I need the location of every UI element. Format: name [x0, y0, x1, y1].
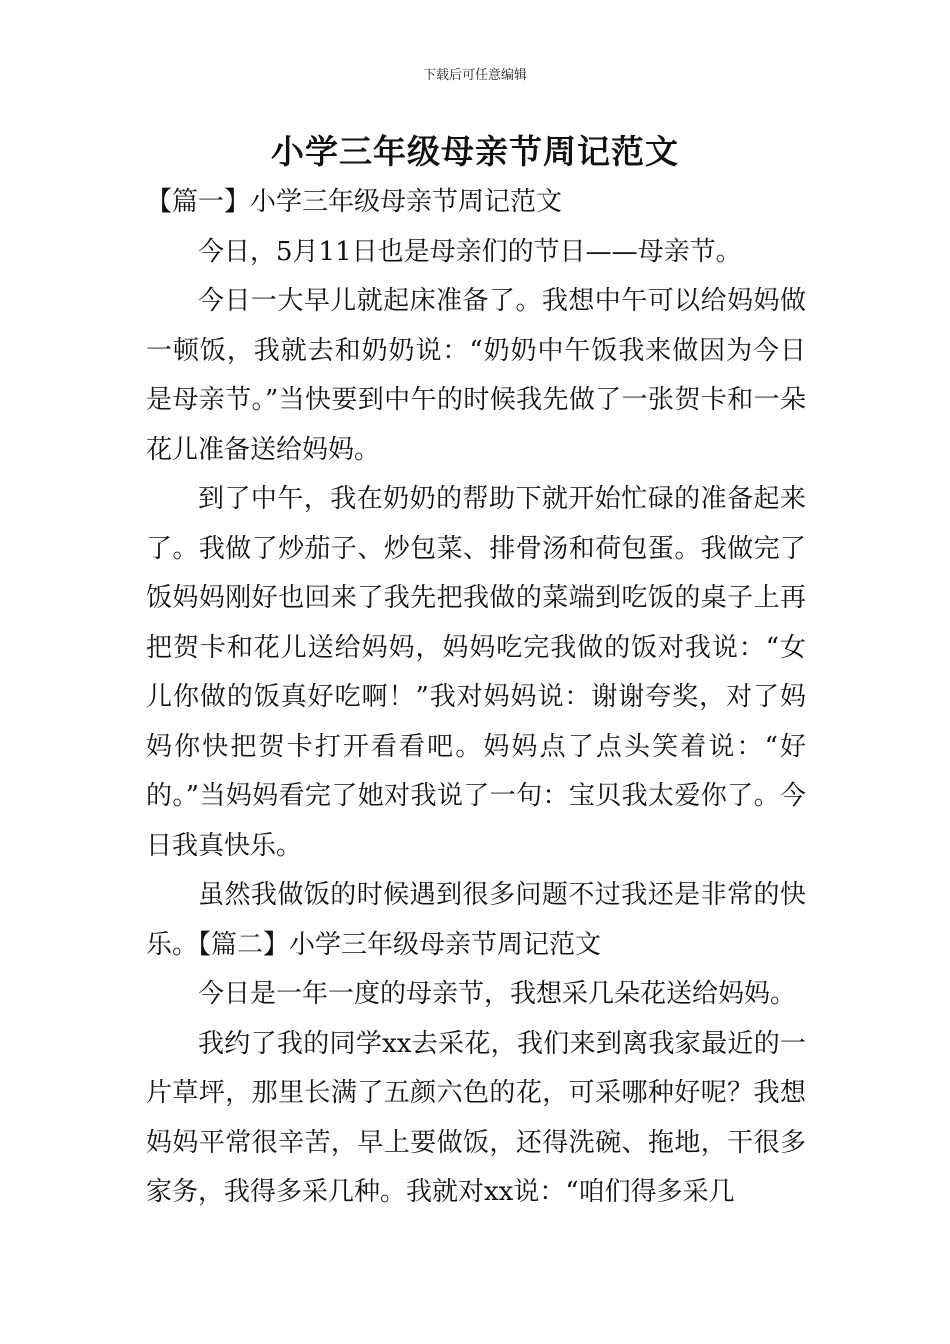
document-body — [146, 178, 806, 1218]
paragraph: 我约了我的同学xx去采花，我们来到离我家最近的一片草坪，那里长满了五颜六色的花，可采哪种好呢？我想妈妈平常很辛苦，早上要做饭，还得洗碗、拖地，干很多家务，我得多采几种。我就对xx说：“咱们得多采几 — [146, 1028, 806, 1207]
document-title: 小学三年级母亲节周记范文 — [271, 132, 679, 171]
paragraph: 今日一大早儿就起床准备了。我想中午可以给妈妈做一顿饭，我就去和奶奶说：“奶奶中午饭我来做因为今日是母亲节。”当快要到中午的时候我先做了一张贺卡和一朵花儿准备送给妈妈。 — [146, 286, 806, 465]
section-heading: 【篇一】小学三年级母亲节周记范文 — [146, 187, 563, 217]
header-note: 下载后可任意编辑 — [422, 68, 527, 83]
paragraph: 今日，5月11日也是母亲们的节日——母亲节。 — [198, 236, 742, 267]
paragraph: 虽然我做饭的时候遇到很多问题不过我还是非常的快乐。【篇二】小学三年级母亲节周记范文 — [146, 880, 806, 960]
paragraph: 到了中午，我在奶奶的帮助下就开始忙碌的准备起来了。我做了炒茄子、炒包菜、排骨汤和荷包蛋。我做完了饭妈妈刚好也回来了我先把我做的菜端到吃饭的桌子上再把贺卡和花儿送给妈妈，妈妈吃完我做的饭对我说：“女儿你做的饭真好吃啊！”我对妈妈说：谢谢夸奖，对了妈妈你快把贺卡打开看看吧。妈妈点了点头笑着说：“好的。”当妈妈看完了她对我说了一句：宝贝我太爱你了。今日我真快乐。 — [146, 484, 806, 861]
paragraph: 今日是一年一度的母亲节，我想采几朵花送给妈妈。 — [198, 979, 797, 1009]
